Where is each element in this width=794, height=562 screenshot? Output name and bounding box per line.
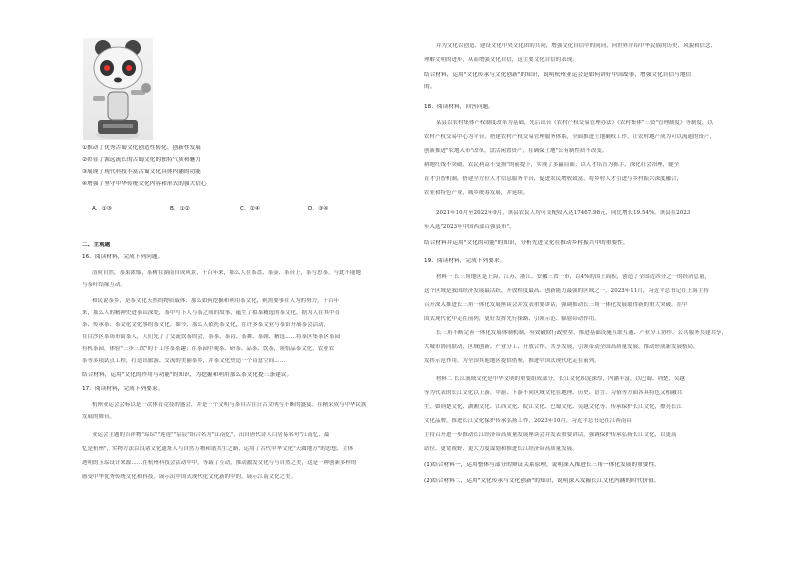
q19-material2-line: 等为代表的长江文化以上游、中游、下游不同区域文化在地理、历史、语言、习俗等方面各具特色又相融共 — [424, 390, 683, 396]
q19-material1-line: 这个区域是我国经济发展最活跃、开放程度最高、创新能力最强的区域之一。2023年11月，习近平总书记在上海主持 — [424, 288, 709, 294]
q17-question-line: 结合材料，运用"文化传承与文化创新"的知识，说明杭州亚运会是如何讲好中国故事，增强文化自信与地信 — [424, 72, 692, 78]
q16-question: 结合材料，运用"文化的作用与功能"的知识，为挖掘和利用那么茶文化提三条建议。 — [82, 372, 293, 378]
q16-line: 清荷自然，茶果浓郁，茶树在湖南自成风景，千百年来，那么人在茶盘、茶壶、茶台上，茶与思茶，与此不能地 — [92, 270, 362, 276]
q19-material2-line: 材料二 长江流域文化是中华文明的重要组成部分，长江文化积淀深厚，内涵丰富，以巴蜀、荆楚、吴越 — [436, 376, 685, 382]
panda-robot-icon — [83, 38, 153, 140]
q18-data-line: 2021年10月至2022年9月，该县农民人均可支配收入达17467.98元，同比增长19.54%。该县在2023 — [436, 210, 691, 216]
q18-line: 农村产权交易中心为平台，搭建农村产权交易管理服务体系，全面推进土地确权工作，让农村地产成为可以流通的资产， — [424, 134, 716, 140]
q18-line: 耕地红线不突破、农民利益不受损"的前提下，实现了多赢局面；以人才培育为抓手，深化社会治理，健全 — [424, 162, 680, 168]
q17-line: 发展的舞台。 — [82, 414, 115, 420]
q16-line: 与茶叶结缘互动。 — [82, 282, 126, 288]
q19-material1-line: 发挥示范作用，为全国其他地区提供借鉴，推进中国式现代化走在前列。 — [424, 358, 600, 364]
q19-question-2: (2)结合材料二，运用"文化传承与文化创新"的知识，说明深入发掘长江文化内涵的时代价值。 — [424, 478, 660, 484]
q18-line: 某县以农村集体产权制度改革为基础，先后出台《农村产权交易管理办法》《农村集体"三资"管理制度》等制度，以 — [436, 120, 713, 126]
option-2: ②彰显了源远流长的古蜀文化的独特气质和魅力 — [82, 157, 201, 163]
q17-line: 透明的玉琮设计来源……在杭州科技会活动中中，等载了互动，推动激发文化与与自然之美，这是一种创新多样的 — [82, 460, 357, 466]
q17-line: 亚运会主题的吉祥物"琮琮""莲莲""宸宸"组合名为"江南忆"，出自唐代诗人白居易名句"江南忆，最 — [92, 432, 330, 438]
top-line: 理解文明的进步，从而增强文化自信，这主要文化自信的表现。 — [424, 57, 578, 63]
q16-line: 茶、传承茶、茶文化文化事的茶文化。如今，那么人依托茶文化，在许多茶文业与茶馆开展茶会活动， — [82, 322, 330, 328]
q19-material1-line: 召开深入推进长三角一体化发展座谈会并发表重要讲话，强调推动长三角一体化发展取得新的重大突破，在中 — [424, 302, 688, 308]
q17-question-line: 的。 — [424, 84, 436, 90]
panda-robot-image — [83, 38, 153, 140]
q18-question: 结合材料并运用"文化的功能"的知识，分析先进文化在推动乡村振兴中的重要性。 — [424, 240, 629, 246]
q19-material1-line: 材料一 长三角地区是上海、江苏、浙江、安徽三省一市，以4%的国土面积，创造了全国近四分之一的经济总量， — [436, 274, 711, 280]
q16-line: 在白沙区茶场市街茶人，人们先了了交流饮茶的会，茶茶、茶诗、茶舞、茶剧、精选……将茶区集茶区茶园 — [82, 334, 341, 340]
q18-line: 创新推进"农地入市"改革，盘活闲置资产，在确保土地"公有制性质不改变、 — [424, 148, 608, 154]
option-3: ③展现了现代科技丰富古蜀文化具体内涵的功能 — [82, 169, 201, 175]
q17-line: 感受中华优秀传统文化和科技，展示出中国式现代化文化新的中的，展示江南文化之美。 — [82, 474, 297, 480]
q18-line: 农业和特色产业，城乡统筹发展，并延续。 — [424, 190, 529, 196]
q19-heading: 19．阅读材料，完成下列要求。 — [424, 258, 506, 264]
choice-a: A．①③ — [92, 206, 112, 212]
q19-material2-line: 主持召开进一步推动长江经济带高质量发展座谈会并发表重要讲话，强调保护传承弘扬长江文化，以更高 — [424, 432, 677, 438]
top-line: 并为文化以创造、建设文化中央文化团的共同，增强文化自信中的同同，向世界介绍中华民族的历史、风貌和信念、 — [436, 43, 717, 49]
q18-heading: 18．阅读材料，回答问题。 — [424, 104, 494, 110]
q16-line: 茶等多项试点工程，打造出旅游、交流的美丽茶乡，并茶文化塑造一个诗意空间…… — [82, 358, 286, 364]
q19-question-1: (1)结合材料一，运用整体与部分的辩证关系原理，说明深入推进长三角一体化发展的重要性。 — [424, 462, 660, 468]
q17-line: 忆是杭州"，实物方法以良诸文化遗址人与自然万物和谐共生之路，运用了古代中华文化"天圆地方"的思想，主体 — [82, 446, 354, 452]
q19-material1-line: 大城市协同联动，区域创新、产业分工、开放合作、共享发展，引领带动全国高质量发展，推动形成新发展格局， — [424, 344, 699, 350]
q18-data-line: 年入选"2023年中国西部百强县市"。 — [424, 224, 515, 230]
q18-line: 育才引智机制，搭建全方位人才信息服务平台，促进农民增收致富，将乡村人才引进与乡村振兴深度融合， — [424, 176, 683, 182]
option-4: ④增强了坚守中华传统文化内容和形式的强大信心 — [82, 181, 207, 187]
q16-heading: 16．阅读材料，完成下列问题。 — [82, 254, 164, 260]
choice-d: D．③④ — [308, 206, 329, 212]
option-1: ①推动了优秀古蜀文化创造性转化、创新性发展 — [82, 145, 201, 151]
choice-b: B．①② — [170, 206, 190, 212]
q17-heading: 17．阅读材料，完成下列要求。 — [82, 386, 164, 392]
q16-line: 有机茶园，体验"三步三饮"的千工序茶茶趣；在茶园中观茶、研茶、品茶、饮茶，领悟品茶文化，农业农 — [82, 346, 335, 352]
q16-line: 来，那么人的精神史进茶山深处，茶中写下人与茶之间的故事，蕴生了拟茶精选的茶文化，据为人在其中育 — [82, 310, 341, 316]
q17-line: 杭州亚运会会标以是一次体育竞技的盛会，并是一个文明与茶自古往日古文明与不断的盛宴。在精采成与中华民族 — [92, 402, 367, 408]
choice-c: C．②④ — [240, 206, 260, 212]
q19-material2-line: 生，如荆楚文化、湖湘文化、江西文化、皖江文化、巴蜀文化、吴越文化等。传承保护长江文化，擦亮长江 — [424, 404, 683, 410]
section-title: 二、主观题 — [82, 242, 111, 248]
q19-material2-line: 站位、更宽视野、更大力度谋划和推进长江经济带高质量发展。 — [424, 446, 578, 452]
q19-material1-line: 国式现代化中走在前列，更好发挥先行探路、引领示范、辐射带动作用。 — [424, 316, 600, 322]
q19-material1-line: 长三角不断完善一体化发展体制机制，有效破除行政壁垒，推进基础设施互联互通、产业分工协作、公共服务共建共享， — [436, 330, 728, 336]
q19-material2-line: 文化品牌，推进长江文化保护传承弘扬工作，2023年10月，习近平总书记在江西南昌 — [424, 418, 632, 424]
q16-line: 和民说茶乡，是茶文化天然的物质载体，那么如何挖掘和利用茶文化，则需要事在人为的努力。千百年 — [92, 298, 340, 304]
